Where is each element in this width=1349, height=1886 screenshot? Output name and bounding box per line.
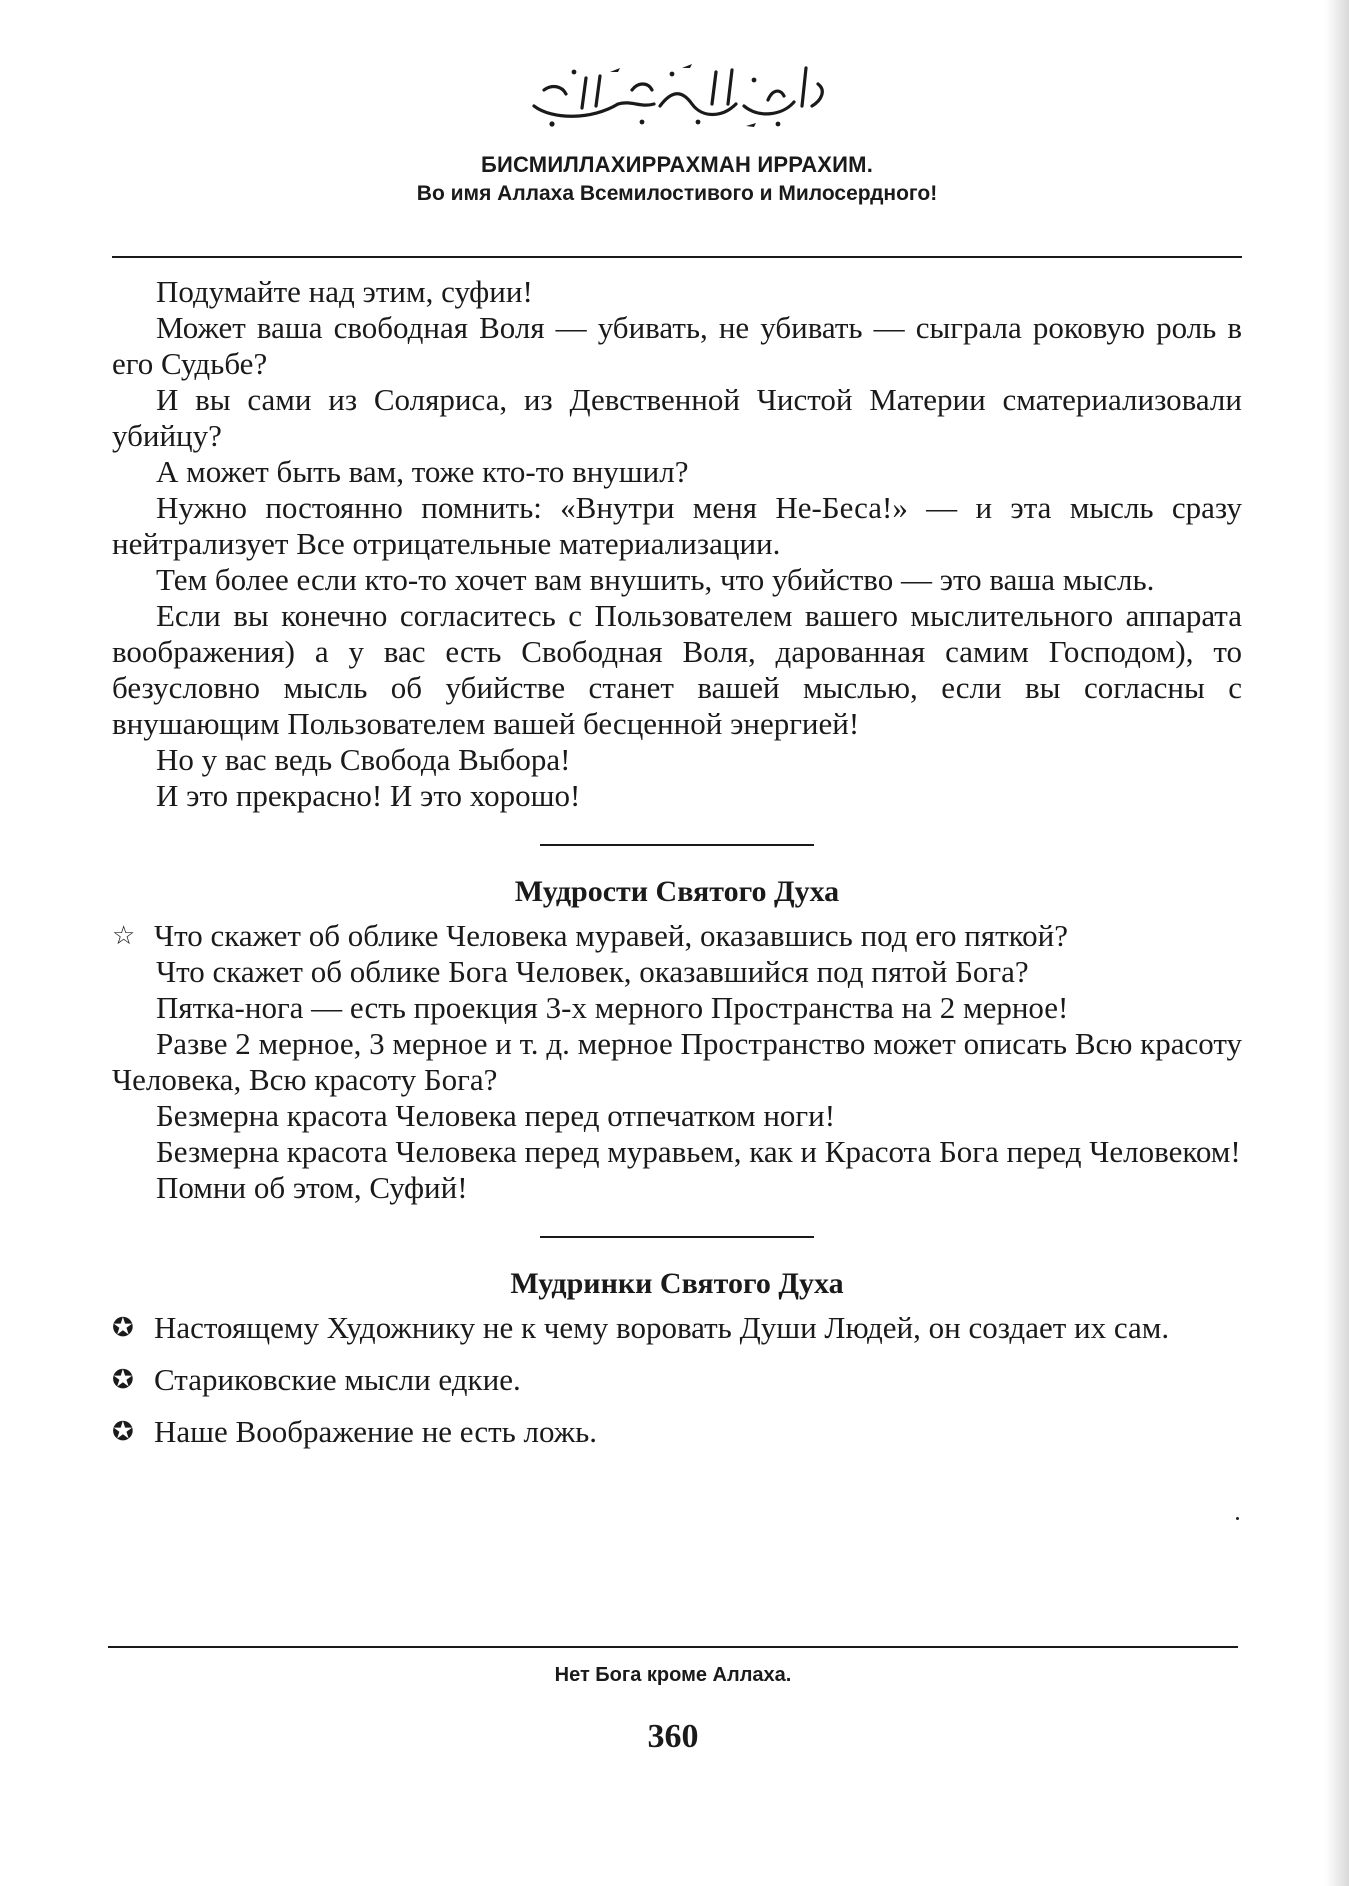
bismillah-calligraphy-icon <box>522 60 832 134</box>
list-item-text: Наше Воображение не есть ложь. <box>154 1414 598 1449</box>
paragraph: Тем более если кто-то хочет вам внушить, что убийство — это ваша мысль. <box>156 562 1155 597</box>
page-edge-shadow <box>1325 0 1349 1886</box>
paragraph: И вы сами из Соляриса, из Девственной Чистой Материи сматериализовали убийцу? <box>112 382 1242 453</box>
paragraph: А может быть вам, тоже кто-то внушил? <box>156 454 689 489</box>
paragraph: Пятка-нога — есть проекция 3-х мерного Пространства на 2 мерное! <box>156 990 1069 1025</box>
paragraph: Разве 2 мерное, 3 мерное и т. д. мерное Пространство может описать Всю красоту Человека, Всю красоту Бога? <box>112 1026 1242 1097</box>
paragraph: Подумайте над этим, суфии! <box>156 274 533 309</box>
star-paragraph <box>112 918 1242 954</box>
header-title: БИСМИЛЛАХИРРАХМАН ИРРАХИМ. <box>480 152 874 177</box>
paragraph: Нужно постоянно помнить: «Внутри меня Не-Беса!» — и эта мысль сразу нейтрализует Все отрицательные материализации. <box>112 490 1242 561</box>
footer-divider <box>108 1646 1238 1648</box>
header-subtitle: Во имя Аллаха Всемилостивого и Милосердного! <box>416 182 938 205</box>
header-divider <box>112 256 1242 258</box>
list-item <box>112 1414 1242 1450</box>
paragraph: Но у вас ведь Свобода Выбора! <box>156 742 571 777</box>
print-speck <box>1236 1517 1239 1520</box>
section-divider <box>540 1236 814 1238</box>
paragraph: Если вы конечно согласитесь с Пользователем вашего мыслительного аппарата воображения) а у вас есть Свободная Воля, дарованная самим Господом), то безусловно мысль об убийстве станет вашей мыслью, если вы согласны с внушающим Пользователем вашей бесценной энергией! <box>112 598 1242 741</box>
page-body <box>112 274 1242 1466</box>
star-bullet-icon: ✪ <box>112 1313 134 1343</box>
footer-text: Нет Бога кроме Аллаха. <box>554 1664 792 1686</box>
list-item <box>112 1362 1242 1398</box>
section-title-wisdoms: Мудрости Святого Духа <box>514 875 840 908</box>
page-header <box>112 60 1242 206</box>
list-item <box>112 1310 1242 1346</box>
list-item-text: Стариковские мысли едкие. <box>154 1362 521 1397</box>
list-item-text: Настоящему Художнику не к чему воровать Души Людей, он создает их сам. <box>154 1310 1170 1345</box>
paragraph: Может ваша свободная Воля — убивать, не убивать — сыграла роковую роль в его Судьбе? <box>112 310 1242 381</box>
paragraph: Помни об этом, Суфий! <box>156 1170 468 1205</box>
page-number: 360 <box>647 1718 699 1755</box>
star-paragraph-text: Что скажет об облике Человека муравей, оказавшись под его пяткой? <box>154 918 1068 953</box>
section-title-sayings: Мудринки Святого Духа <box>510 1267 844 1300</box>
star-bullet-icon: ✪ <box>112 1365 134 1395</box>
star-icon: ☆ <box>112 921 136 951</box>
paragraph: Безмерна красота Человека перед отпечатком ноги! <box>156 1098 836 1133</box>
paragraph: И это прекрасно! И это хорошо! <box>156 778 581 813</box>
paragraph: Что скажет об облике Бога Человек, оказавшийся под пятой Бога? <box>156 954 1029 989</box>
paragraph: Безмерна красота Человека перед муравьем, как и Красота Бога перед Человеком! <box>156 1134 1241 1169</box>
star-bullet-icon: ✪ <box>112 1417 134 1447</box>
section-divider <box>540 844 814 846</box>
